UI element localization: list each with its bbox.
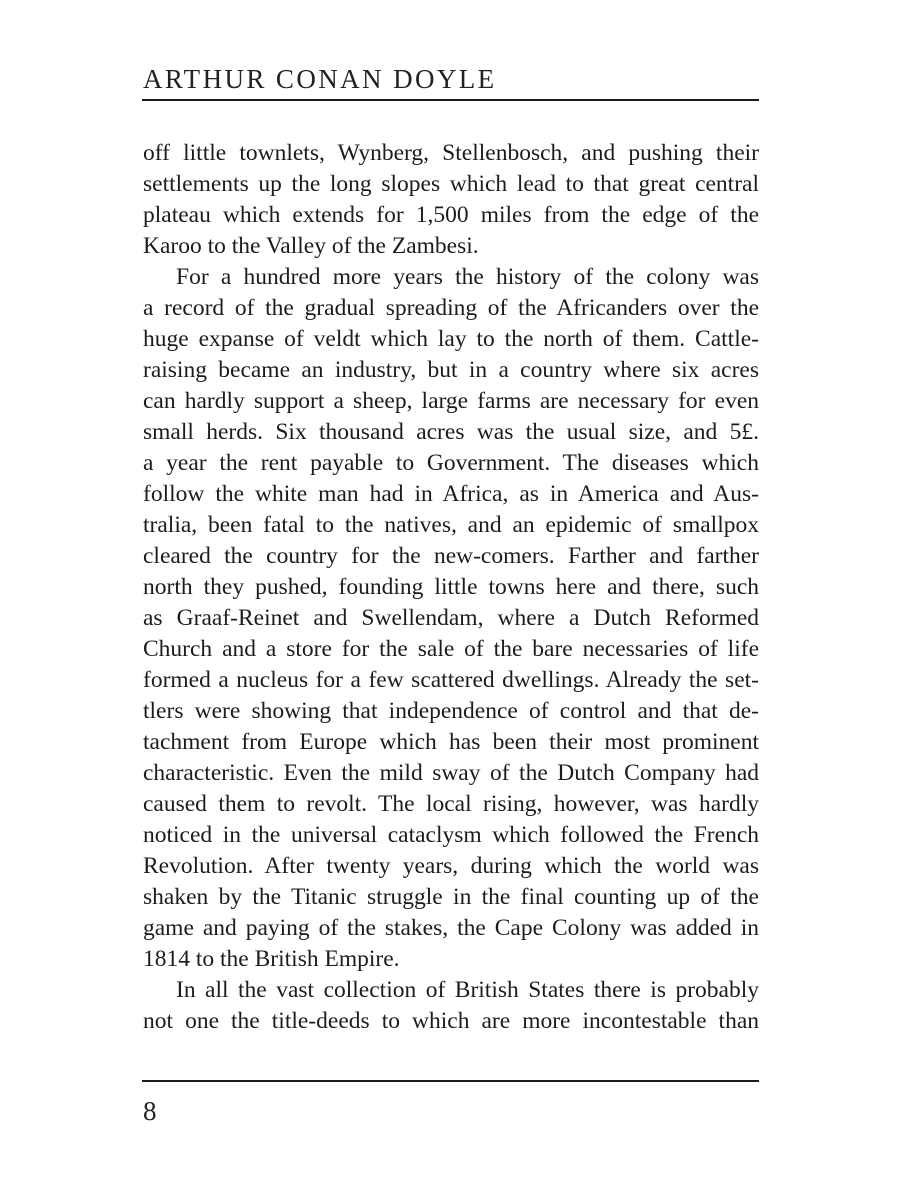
text-line: tachment from Europe which has been their most prominent <box>143 729 759 755</box>
text-line: raising became an industry, but in a country where six acres <box>143 357 759 383</box>
text-line: off little townlets, Wynberg, Stellenbosch, and pushing their <box>143 140 759 166</box>
text-line: characteristic. Even the mild sway of the Dutch Company had <box>143 760 759 786</box>
footer-rule <box>142 1080 759 1082</box>
text-line: as Graaf-Reinet and Swellendam, where a Dutch Reformed <box>143 605 759 631</box>
text-line: small herds. Six thousand acres was the usual size, and 5£. <box>143 419 759 445</box>
text-line: caused them to revolt. The local rising, however, was hardly <box>143 791 759 817</box>
body-text <box>143 138 759 1037</box>
text-line: Revolution. After twenty years, during which the world was <box>143 853 759 879</box>
text-line: 1814 to the British Empire. <box>143 946 400 972</box>
text-line: tralia, been fatal to the natives, and an epidemic of smallpox <box>143 512 759 538</box>
text-line: Karoo to the Valley of the Zambesi. <box>143 233 479 259</box>
text-line: game and paying of the stakes, the Cape Colony was added in <box>143 915 759 941</box>
running-head: ARTHUR CONAN DOYLE <box>143 64 497 94</box>
text-line: In all the vast collection of British States there is probably <box>176 977 759 1003</box>
text-line: huge expanse of veldt which lay to the north of them. Cattle- <box>143 326 759 352</box>
text-line: a record of the gradual spreading of the Africanders over the <box>143 295 759 321</box>
text-line: a year the rent payable to Government. The diseases which <box>143 450 759 476</box>
text-line: cleared the country for the new-comers. Farther and farther <box>143 543 759 569</box>
text-line: shaken by the Titanic struggle in the final counting up of the <box>143 884 759 910</box>
text-line: plateau which extends for 1,500 miles from the edge of the <box>143 202 759 228</box>
text-line: formed a nucleus for a few scattered dwellings. Already the set- <box>143 667 759 693</box>
text-line: settlements up the long slopes which lead to that great central <box>143 171 759 197</box>
text-line: can hardly support a sheep, large farms are necessary for even <box>143 388 759 414</box>
text-line: Church and a store for the sale of the bare necessaries of life <box>143 636 759 662</box>
text-line: follow the white man had in Africa, as in America and Aus- <box>143 481 759 507</box>
text-line: not one the title-deeds to which are more incontestable than <box>143 1008 759 1034</box>
text-line: tlers were showing that independence of control and that de- <box>143 698 759 724</box>
page-number: 8 <box>143 1096 157 1126</box>
text-line: For a hundred more years the history of the colony was <box>176 264 759 290</box>
header-rule <box>142 99 759 101</box>
text-line: noticed in the universal cataclysm which followed the French <box>143 822 759 848</box>
text-line: north they pushed, founding little towns here and there, such <box>143 574 759 600</box>
